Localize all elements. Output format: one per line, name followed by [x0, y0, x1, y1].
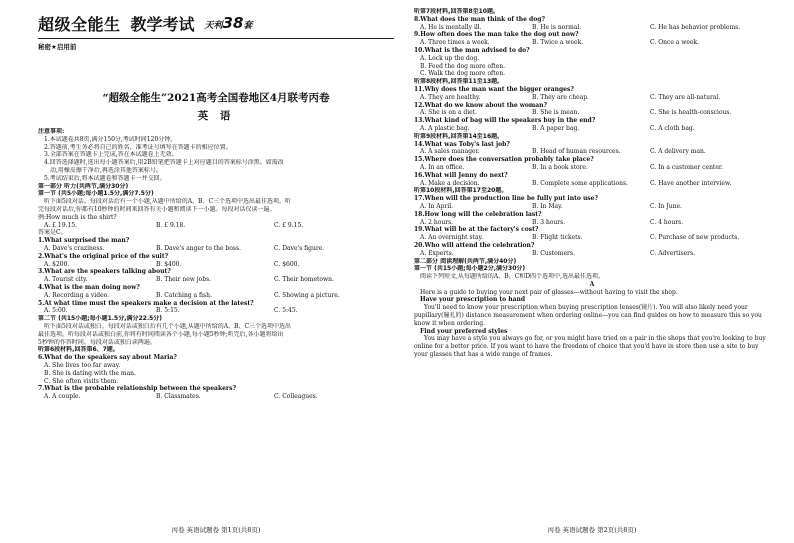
option-text: C. 5:45. — [274, 307, 298, 315]
option-text: B. Head of human resources. — [532, 148, 621, 156]
subject-title: 英 语 — [197, 110, 235, 122]
option-row — [38, 276, 394, 284]
text-line: 19.What will be at the factory's cost? — [414, 226, 539, 234]
text-line: 1.What surprised the man? — [38, 237, 130, 245]
option-text: A. A sales manager. — [420, 148, 480, 156]
text-line: 4.回答选择题时,选出每小题答案后,用2B铅笔把答题卡上对应题目的答案标号涂黑。如需改 — [44, 159, 284, 167]
text-line: 5.At what time must the speakers make a decision at the latest? — [38, 299, 254, 307]
text-line: 6.What do the speakers say about Maria? — [38, 354, 177, 362]
option-text: B. Twice a week. — [532, 39, 584, 47]
option-text: B. A paper bag. — [532, 124, 580, 132]
text-line: 2.What's the original price of the suit? — [38, 252, 169, 260]
option-text: B. They are cheap. — [532, 93, 589, 101]
option-text: C. She is health-conscious. — [650, 109, 732, 117]
text-line: 10.What is the man advised to do? — [414, 46, 530, 54]
text-line: Find your preferred styles — [420, 327, 508, 335]
option-text: C. In June. — [650, 202, 682, 210]
option-text: A. Dave's craziness. — [44, 244, 105, 252]
option-row — [414, 219, 770, 227]
logo-number: 38 — [222, 14, 244, 32]
footer-left: 丙卷 英语试题卷 第1页(共8页) — [171, 526, 261, 534]
logo-suffix: 套 — [243, 21, 253, 31]
text-line: 听第7段材料,回答第8至10题。 — [414, 8, 499, 15]
text-line: B. Feed the dog more often. — [420, 62, 506, 70]
text-line: Have your prescription to hand — [420, 296, 526, 304]
option-text: C. In a customer center. — [650, 163, 724, 171]
option-text: B. In May. — [532, 202, 563, 210]
option-text: A. Tourist city. — [44, 276, 88, 284]
option-text: B. She is mean. — [532, 109, 580, 117]
text-line: 例:How much is the shirt? — [38, 213, 117, 221]
text-line: 完每段对话后,你都有10秒钟的时间来回答有关小题和阅读下一小题。每段对话仅读一遍。 — [38, 205, 276, 213]
text-line: 11.Why does the man want the bigger oranges? — [414, 85, 574, 93]
option-text: B. Classmates. — [156, 393, 201, 401]
text-line: 第二节 (共15小题;每小题1.5分,满分22.5分) — [38, 315, 163, 323]
left-column — [38, 0, 394, 543]
text-line: 听第10段材料,回答第17至20题。 — [414, 187, 508, 195]
option-text: A. A plastic bag. — [420, 124, 470, 132]
option-text: C. 4 hours. — [650, 218, 684, 226]
option-row — [414, 164, 770, 172]
option-row — [38, 261, 394, 269]
option-text: C. Purchase of new products. — [650, 234, 740, 242]
text-line: 13.What kind of bag will the speakers buy in the end? — [414, 117, 596, 125]
option-text: C. They are all-natural. — [650, 93, 721, 101]
option-text: B. 3 hours. — [532, 218, 566, 226]
logo-prefix: 天利 — [204, 21, 223, 31]
brand-header — [38, 8, 252, 38]
option-text: A. Three times a week. — [420, 39, 490, 47]
text-line: 答案是C。 — [38, 229, 67, 237]
text-line: 4.What is the man doing now? — [38, 283, 140, 291]
text-line: C. She often visits them. — [44, 377, 119, 385]
option-text: C. £ 9.15. — [274, 221, 304, 229]
text-line: 9.How often does the man take the dog out now? — [414, 31, 579, 39]
option-text: C. He has behavior problems. — [650, 23, 741, 31]
text-line: 阅读下列短文,从每题所给的A、B、C和D四个选项中,选出最佳选项。 — [420, 273, 604, 281]
option-row — [38, 292, 394, 300]
text-line: 听下面5段对话或独白。每段对话或独白后有几个小题,从题中所给的A、B、C三个选项中选出 — [44, 322, 292, 330]
text-line: 5.考试结束后,将本试题卷和答题卡一并交回。 — [44, 174, 166, 182]
option-text: A. Recording a video. — [44, 291, 110, 299]
paragraph: You may have a style you always go for, or you might have tried on a pair in the shops that you're looking to buy online for a better price. If you want to have the freedom of choice that you'd have in store then use a site to buy your glasses that has a wide range of frames. — [414, 335, 766, 359]
option-text: A. £ 19.15. — [44, 221, 77, 229]
option-text: B. Dave's anger to the boss. — [156, 244, 241, 252]
text-line: 听第8段材料,回答第11至13题。 — [414, 78, 504, 86]
brand-name: 超级全能生 — [38, 14, 121, 34]
right-column — [414, 0, 770, 543]
option-text: A. $200. — [44, 260, 70, 268]
option-text: C. Showing a picture. — [274, 291, 340, 299]
option-text: A. Experts. — [420, 249, 454, 257]
option-text: C. Have another interview. — [650, 179, 732, 187]
option-text: B. Catching a fish. — [156, 291, 212, 299]
option-row — [38, 307, 394, 315]
option-row — [414, 148, 770, 156]
option-text: B. Their new jobs. — [156, 276, 212, 284]
text-line: 听第9段材料,回答第14至16题。 — [414, 132, 504, 140]
option-text: A. In an office. — [420, 163, 465, 171]
text-line: 12.What do we know about the woman? — [414, 101, 548, 109]
paragraph: You'll need to know your prescription when buying prescription lenses(镜片). You will also likely need your pupillary(瞳孔的) distance measurement when ordering online—you can find guides on how to measure this so you know it when ordering. — [414, 304, 762, 327]
option-text: A. 2 hours. — [420, 218, 454, 226]
option-text: B. $400. — [156, 260, 182, 268]
text-line: 18.How long will the celebration last? — [414, 210, 542, 218]
option-text: C. Their hometown. — [274, 276, 334, 284]
option-text: C. A cloth bag. — [650, 124, 695, 132]
option-row — [414, 203, 770, 211]
text-line: 17.When will the production line be fully put into use? — [414, 195, 599, 203]
option-text: B. Flight tickets. — [532, 234, 583, 242]
option-text: C. Dave's figure. — [274, 244, 325, 252]
text-line: C. Walk the dog more often. — [420, 70, 506, 78]
text-line: 第一节 (共5小题;每小题1.5分,满分7.5分) — [38, 190, 154, 198]
option-row — [414, 180, 770, 188]
option-row — [414, 109, 770, 117]
option-row — [38, 393, 394, 401]
option-text: C. Colleagues. — [274, 393, 318, 401]
text-line: 16.What will Jenny do next? — [414, 171, 508, 179]
option-text: A. An overnight stay. — [420, 234, 484, 242]
secret-label: 秘密★启用前 — [38, 43, 77, 51]
option-text: C. $600. — [274, 260, 300, 268]
page-title: “超级全能生”2021高考全国卷地区4月联考丙卷 — [102, 92, 330, 104]
text-line: 3.What are the speakers talking about? — [38, 268, 171, 276]
option-row — [414, 250, 770, 258]
option-text: A. In April. — [420, 202, 454, 210]
option-text: C. Once a week. — [650, 39, 700, 47]
text-line: 听第6段材料,回答第6、7题。 — [38, 346, 119, 354]
text-line: 第二部分 阅读理解(共两节,满分40分) — [414, 257, 517, 265]
text-line: 2.答题前,考生务必将自己的姓名、准考证号填写在答题卡的相应位置。 — [44, 143, 232, 151]
option-row — [414, 94, 770, 102]
text-line: 听下面5段对话。每段对话后有一个小题,从题中所给的A、B、C三个选项中选出最佳选项。听 — [44, 198, 292, 206]
footer-right: 丙卷 英语试题卷 第2页(共8页) — [547, 526, 637, 534]
option-text: B. In a book store. — [532, 163, 588, 171]
text-line: 第一节 (共15小题;每小题2分,满分30分) — [414, 265, 526, 273]
option-row — [414, 234, 770, 242]
text-line: 最佳选项。听每段对话或独白前,你将有时间阅读各个小题,每小题5秒钟;听完后,各小题将给出 — [38, 330, 284, 338]
option-row — [414, 24, 770, 32]
text-line: A — [589, 280, 595, 288]
option-text: B. £ 9.18. — [156, 221, 186, 229]
right-body — [414, 8, 770, 359]
text-line: A. Lock up the dog. — [420, 54, 480, 62]
text-line: B. She is dating with the man. — [44, 369, 136, 377]
text-line: 1.本试题卷共8页,满分150分,考试时间120分钟。 — [44, 135, 177, 143]
text-line: A. She lives too far away. — [44, 361, 121, 369]
option-text: C. Advertisers. — [650, 249, 695, 257]
text-line: 动,用橡皮擦干净后,再选涂其他答案标号。 — [50, 166, 162, 174]
text-line: 8.What does the man think of the dog? — [414, 15, 545, 23]
text-line: 20.Who will attend the celebration? — [414, 241, 535, 249]
left-body — [38, 128, 394, 401]
header-rule — [38, 38, 394, 39]
text-line: 7.What is the probable relationship between the speakers? — [38, 385, 236, 393]
option-text: C. A delivery man. — [650, 148, 706, 156]
text-line: 14.What was Toby's last job? — [414, 140, 510, 148]
option-row — [38, 245, 394, 253]
text-line: 3.全部答案在答题卡上完成,答在本试题卷上无效。 — [44, 151, 178, 159]
option-row — [414, 39, 770, 47]
text-line: 注意事项: — [38, 128, 65, 135]
option-row — [414, 125, 770, 133]
option-text: A. Make a decision. — [420, 179, 480, 187]
option-text: B. Customers. — [532, 249, 575, 257]
option-row — [38, 222, 394, 230]
option-text: A. She is on a diet. — [420, 109, 477, 117]
text-line: Here is a guide to buying your next pair of glasses—without having to visit the shop. — [420, 288, 678, 296]
option-text: B. 5:15. — [156, 307, 180, 315]
option-text: B. He is normal. — [532, 23, 582, 31]
option-text: B. Complete some applications. — [532, 179, 628, 187]
option-text: A. A couple. — [44, 393, 81, 401]
option-text: A. He is mentally ill. — [420, 23, 482, 31]
brand-logo — [205, 14, 253, 32]
option-text: A. 5:00. — [44, 307, 68, 315]
brand-exam: 教学考试 — [130, 14, 195, 34]
text-line: 第一部分 听力(共两节,满分30分) — [38, 182, 129, 190]
option-text: A. They are healthy. — [420, 93, 481, 101]
text-line: 15.Where does the conversation probably take place? — [414, 156, 594, 164]
text-line: 5秒钟的作答时间。每段对话或独白读两遍。 — [38, 338, 156, 346]
